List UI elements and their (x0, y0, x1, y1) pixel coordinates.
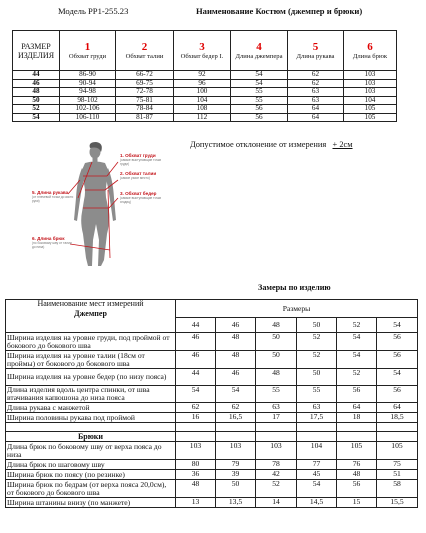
measure-row (6, 369, 418, 386)
measure-row (6, 413, 418, 423)
size-cell: 72-78 (116, 88, 174, 97)
measure-row (6, 386, 418, 403)
size-cell: 54 (231, 71, 288, 80)
empty-cell (337, 423, 377, 432)
size-cell: 103 (344, 79, 397, 88)
measure-value: 56 (337, 480, 377, 498)
pants-section-title: Брюки (6, 432, 176, 442)
measure-value: 48 (176, 480, 216, 498)
size-col-jumper-length: 4 Длина джемпера (231, 31, 288, 71)
size-col-pants-length: 6 Длина брюк (344, 31, 397, 71)
measure-value: 46 (176, 351, 216, 369)
size-heading: 52 (337, 318, 377, 333)
fig-label-sleeve: 5. Длина рукава (32, 190, 69, 195)
section-spacer (6, 423, 418, 432)
product-name: Наименование Костюм (джемпер и брюки) (196, 6, 363, 16)
empty-cell (297, 423, 337, 432)
size-cell: 108 (174, 105, 231, 114)
measure-value: 56 (377, 333, 418, 351)
measure-label: Ширина штанины внизу (по манжете) (6, 498, 176, 508)
size-cell: 105 (344, 113, 397, 122)
size-cell: 104 (344, 96, 397, 105)
size-cell: 69-75 (116, 79, 174, 88)
size-cell: 62 (288, 79, 344, 88)
measure-value: 103 (176, 442, 216, 460)
measure-value: 55 (297, 386, 337, 403)
empty-cell (256, 423, 297, 432)
measure-value: 48 (216, 351, 256, 369)
size-cell: 66-72 (116, 71, 174, 80)
empty-cell (176, 432, 216, 442)
empty-cell (337, 432, 377, 442)
size-table (12, 30, 397, 122)
measure-value: 75 (377, 460, 418, 470)
measure-value: 52 (297, 351, 337, 369)
size-table-header (13, 31, 397, 71)
measure-value: 16 (176, 413, 216, 423)
fig-sub-hips: (самые выступающие точки ягодиц) (120, 196, 162, 204)
measure-value: 76 (337, 460, 377, 470)
measure-value: 103 (256, 442, 297, 460)
measure-value: 105 (337, 442, 377, 460)
measure-value: 54 (337, 333, 377, 351)
measure-label: Ширина изделия на уровне груди, под проймой от бокового до бокового шва (6, 333, 176, 351)
measure-label: Ширина изделия на уровне талии (18см от проймы) от бокового до бокового шва (6, 351, 176, 369)
measure-value: 18,5 (377, 413, 418, 423)
size-cell: 102-106 (60, 105, 116, 114)
measure-value: 50 (256, 333, 297, 351)
empty-cell (377, 423, 418, 432)
size-col-sleeve-length: 5 Длина рукава (288, 31, 344, 71)
measure-value: 51 (377, 470, 418, 480)
sizes-header: Размеры (176, 300, 418, 318)
measure-value: 63 (297, 403, 337, 413)
measure-value: 52 (256, 480, 297, 498)
measure-value: 17,5 (297, 413, 337, 423)
measure-value: 103 (216, 442, 256, 460)
size-cell: 64 (288, 113, 344, 122)
measure-value: 14,5 (297, 498, 337, 508)
measure-value: 13 (176, 498, 216, 508)
measure-value: 56 (337, 386, 377, 403)
measure-value: 52 (297, 333, 337, 351)
size-cell: 105 (344, 105, 397, 114)
measure-value: 15 (337, 498, 377, 508)
size-cell: 92 (174, 71, 231, 80)
fig-sub-chest: (самые выступающие точки груди) (120, 158, 162, 166)
size-cell: 62 (288, 71, 344, 80)
fig-sub-sleeve: (от плечевой точки до кисти руки) (32, 195, 74, 203)
measure-value: 39 (216, 470, 256, 480)
measure-value: 50 (216, 480, 256, 498)
empty-cell (216, 432, 256, 442)
measure-label: Длина брюк по боковому шву от верха пояса до низа (6, 442, 176, 460)
size-cell: 54 (231, 79, 288, 88)
size-col-hips: 3 Обхват бедер I. (174, 31, 231, 71)
size-cell: 56 (231, 105, 288, 114)
fig-label-hips: 3. Обхват бедер (120, 191, 157, 196)
size-value: 44 (13, 71, 60, 80)
measures-title: Замеры по изделию (258, 283, 331, 292)
measure-value: 50 (297, 369, 337, 386)
measure-value: 46 (176, 333, 216, 351)
size-cell: 112 (174, 113, 231, 122)
measure-value: 77 (297, 460, 337, 470)
size-heading: 54 (377, 318, 418, 333)
size-heading: 48 (256, 318, 297, 333)
measure-value: 78 (256, 460, 297, 470)
empty-cell (176, 423, 216, 432)
measure-value: 79 (216, 460, 256, 470)
size-cell: 106-110 (60, 113, 116, 122)
measure-value: 13,5 (216, 498, 256, 508)
body-measurement-figure (30, 140, 200, 272)
size-cell: 55 (231, 88, 288, 97)
size-value: 50 (13, 96, 60, 105)
measure-value: 54 (297, 480, 337, 498)
size-cell: 100 (174, 88, 231, 97)
size-row (13, 113, 397, 122)
empty-cell (216, 423, 256, 432)
size-value: 48 (13, 88, 60, 97)
measure-value: 48 (337, 470, 377, 480)
size-col-chest: 1 Обхват груди (60, 31, 116, 71)
fig-label-waist: 2. Обхват талии (120, 171, 157, 176)
measure-value: 56 (377, 386, 418, 403)
measure-value: 45 (297, 470, 337, 480)
size-cell: 78-84 (116, 105, 174, 114)
measure-value: 56 (377, 351, 418, 369)
size-cell: 63 (288, 88, 344, 97)
size-column-header: РАЗМЕР ИЗДЕЛИЯ (13, 31, 60, 71)
size-heading: 50 (297, 318, 337, 333)
measure-value: 16,5 (216, 413, 256, 423)
jumper-section-title: Джемпер (74, 308, 107, 318)
size-cell: 104 (174, 96, 231, 105)
size-cell: 64 (288, 105, 344, 114)
measure-value: 104 (297, 442, 337, 460)
measure-value: 48 (216, 333, 256, 351)
fig-sub-waist: (самое узкое место) (120, 176, 150, 180)
measure-value: 18 (337, 413, 377, 423)
measure-row (6, 333, 418, 351)
measurements-table (5, 299, 418, 508)
measure-value: 64 (377, 403, 418, 413)
tolerance-note: Допустимое отклонение от измерения + 2см (190, 140, 353, 149)
measure-row (6, 351, 418, 369)
size-cell: 90-94 (60, 79, 116, 88)
size-row (13, 105, 397, 114)
measure-row (6, 403, 418, 413)
fig-label-pants: 6. Длина брюк (32, 236, 65, 241)
measures-name-header (6, 300, 176, 333)
measure-value: 54 (377, 369, 418, 386)
size-value: 52 (13, 105, 60, 114)
size-cell: 94-98 (60, 88, 116, 97)
measure-value: 64 (337, 403, 377, 413)
measure-value: 17 (256, 413, 297, 423)
pants-title-row (6, 432, 418, 442)
measure-value: 80 (176, 460, 216, 470)
size-cell: 63 (288, 96, 344, 105)
size-cell: 86-90 (60, 71, 116, 80)
measure-value: 42 (256, 470, 297, 480)
measure-value: 62 (216, 403, 256, 413)
measure-value: 62 (176, 403, 216, 413)
size-cell: 96 (174, 79, 231, 88)
size-col-waist: 2 Обхват талии (116, 31, 174, 71)
measure-label: Длина брюк по шаговому шву (6, 460, 176, 470)
measure-value: 14 (256, 498, 297, 508)
size-cell: 56 (231, 113, 288, 122)
measure-row (6, 442, 418, 460)
size-value: 54 (13, 113, 60, 122)
measure-value: 15,5 (377, 498, 418, 508)
size-heading: 46 (216, 318, 256, 333)
measure-value: 44 (176, 369, 216, 386)
body-silhouette-icon (30, 140, 200, 272)
measure-value: 63 (256, 403, 297, 413)
size-cell: 98-102 (60, 96, 116, 105)
size-cell: 75-81 (116, 96, 174, 105)
empty-cell (6, 423, 176, 432)
measure-row (6, 480, 418, 498)
empty-cell (297, 432, 337, 442)
measure-value: 50 (256, 351, 297, 369)
measure-value: 55 (256, 386, 297, 403)
name-header-text: Наименование мест измерений (37, 299, 144, 308)
model-label: Модель РР1-255.23 (58, 6, 129, 16)
measure-row (6, 460, 418, 470)
measure-value: 58 (377, 480, 418, 498)
measure-value: 36 (176, 470, 216, 480)
measure-label: Ширина брюк по поясу (по резинке) (6, 470, 176, 480)
measures-header-row (6, 300, 418, 318)
size-cell: 103 (344, 88, 397, 97)
size-cell: 55 (231, 96, 288, 105)
size-value: 46 (13, 79, 60, 88)
fig-sub-pants: (по боковому шву от талии до низа) (32, 241, 72, 249)
measure-value: 46 (216, 369, 256, 386)
measure-value: 54 (216, 386, 256, 403)
measure-label: Длина рукава с манжетой (6, 403, 176, 413)
size-heading: 44 (176, 318, 216, 333)
size-row (13, 88, 397, 97)
measure-label: Ширина изделия на уровне бедер (по низу пояса) (6, 369, 176, 386)
measure-row (6, 470, 418, 480)
measure-value: 54 (337, 351, 377, 369)
size-row (13, 71, 397, 80)
measure-label: Ширина брюк по бедрам (от верха пояса 20,0см), от бокового до бокового шва (6, 480, 176, 498)
measure-value: 52 (337, 369, 377, 386)
empty-cell (256, 432, 297, 442)
size-cell: 81-87 (116, 113, 174, 122)
size-cell: 103 (344, 71, 397, 80)
fig-label-chest: 1. Обхват груди (120, 153, 156, 158)
measure-value: 48 (256, 369, 297, 386)
measure-row (6, 498, 418, 508)
empty-cell (377, 432, 418, 442)
measure-label: Ширина половины рукава под проймой (6, 413, 176, 423)
measure-value: 105 (377, 442, 418, 460)
measure-value: 54 (176, 386, 216, 403)
measure-label: Длина изделия вдоль центра спинки, от шва втачивания капюшона до низа пояса (6, 386, 176, 403)
